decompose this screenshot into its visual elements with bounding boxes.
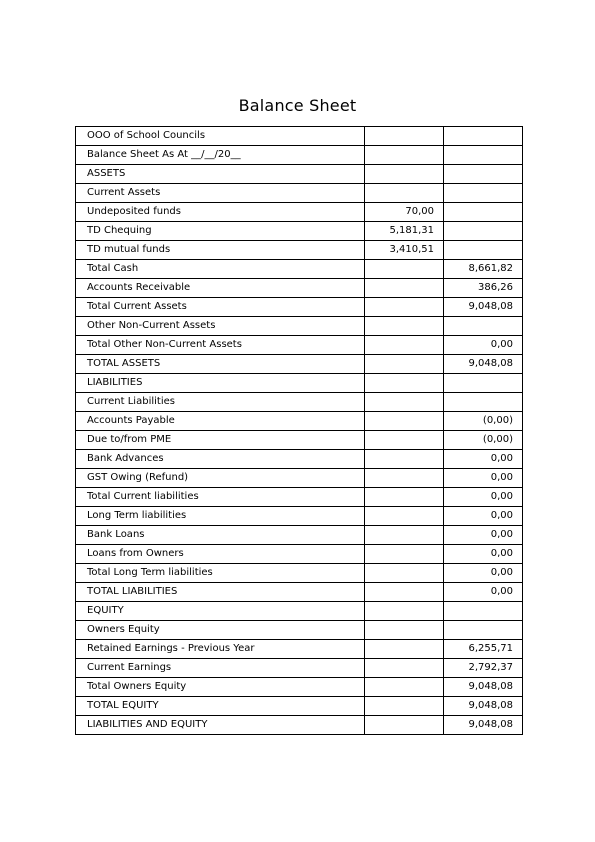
balance-sheet-table xyxy=(75,126,523,735)
table-row xyxy=(76,640,523,659)
row-label-cell: TOTAL ASSETS xyxy=(76,355,365,374)
total-cell: 0,00 xyxy=(444,545,523,564)
table-row xyxy=(76,621,523,640)
subtotal-cell xyxy=(365,298,444,317)
subtotal-cell xyxy=(365,374,444,393)
total-cell xyxy=(444,203,523,222)
row-label-cell: Current Assets xyxy=(76,184,365,203)
table-row xyxy=(76,564,523,583)
total-cell: 8,661,82 xyxy=(444,260,523,279)
total-cell xyxy=(444,165,523,184)
table-row xyxy=(76,317,523,336)
subtotal-cell xyxy=(365,659,444,678)
total-cell xyxy=(444,317,523,336)
row-label-cell: EQUITY xyxy=(76,602,365,621)
total-cell: 6,255,71 xyxy=(444,640,523,659)
total-cell xyxy=(444,222,523,241)
balance-sheet-body xyxy=(76,127,523,735)
total-cell: 9,048,08 xyxy=(444,298,523,317)
subtotal-cell xyxy=(365,355,444,374)
row-label-cell: TD mutual funds xyxy=(76,241,365,260)
subtotal-cell xyxy=(365,184,444,203)
total-cell xyxy=(444,241,523,260)
row-label-cell: Retained Earnings - Previous Year xyxy=(76,640,365,659)
total-cell xyxy=(444,621,523,640)
subtotal-cell xyxy=(365,317,444,336)
table-row xyxy=(76,659,523,678)
row-label-cell: ASSETS xyxy=(76,165,365,184)
table-row xyxy=(76,602,523,621)
table-row xyxy=(76,184,523,203)
subtotal-cell xyxy=(365,279,444,298)
total-cell: (0,00) xyxy=(444,412,523,431)
total-cell: 0,00 xyxy=(444,564,523,583)
table-row xyxy=(76,412,523,431)
subtotal-cell: 3,410,51 xyxy=(365,241,444,260)
row-label-cell: Loans from Owners xyxy=(76,545,365,564)
row-label-cell: Balance Sheet As At __/__/20__ xyxy=(76,146,365,165)
subtotal-cell xyxy=(365,127,444,146)
subtotal-cell xyxy=(365,678,444,697)
table-row xyxy=(76,716,523,735)
total-cell: 386,26 xyxy=(444,279,523,298)
table-row xyxy=(76,545,523,564)
subtotal-cell xyxy=(365,564,444,583)
total-cell: 0,00 xyxy=(444,583,523,602)
subtotal-cell xyxy=(365,431,444,450)
row-label-cell: Total Current liabilities xyxy=(76,488,365,507)
total-cell: 0,00 xyxy=(444,469,523,488)
table-row xyxy=(76,469,523,488)
subtotal-cell xyxy=(365,640,444,659)
subtotal-cell: 70,00 xyxy=(365,203,444,222)
table-row xyxy=(76,165,523,184)
subtotal-cell xyxy=(365,716,444,735)
total-cell: 0,00 xyxy=(444,450,523,469)
subtotal-cell xyxy=(365,450,444,469)
table-row xyxy=(76,279,523,298)
total-cell: (0,00) xyxy=(444,431,523,450)
subtotal-cell xyxy=(365,583,444,602)
total-cell: 9,048,08 xyxy=(444,716,523,735)
row-label-cell: LIABILITIES xyxy=(76,374,365,393)
table-row xyxy=(76,241,523,260)
row-label-cell: Total Current Assets xyxy=(76,298,365,317)
subtotal-cell xyxy=(365,469,444,488)
total-cell xyxy=(444,374,523,393)
row-label-cell: Accounts Payable xyxy=(76,412,365,431)
subtotal-cell xyxy=(365,697,444,716)
table-row xyxy=(76,355,523,374)
row-label-cell: Owners Equity xyxy=(76,621,365,640)
table-row xyxy=(76,298,523,317)
row-label-cell: Undeposited funds xyxy=(76,203,365,222)
total-cell: 0,00 xyxy=(444,336,523,355)
row-label-cell: TD Chequing xyxy=(76,222,365,241)
table-row xyxy=(76,431,523,450)
total-cell xyxy=(444,146,523,165)
table-row xyxy=(76,526,523,545)
total-cell: 0,00 xyxy=(444,488,523,507)
total-cell xyxy=(444,184,523,203)
total-cell xyxy=(444,602,523,621)
table-row xyxy=(76,203,523,222)
table-row xyxy=(76,393,523,412)
table-row xyxy=(76,222,523,241)
subtotal-cell xyxy=(365,165,444,184)
total-cell xyxy=(444,393,523,412)
row-label-cell: Total Owners Equity xyxy=(76,678,365,697)
table-row xyxy=(76,488,523,507)
total-cell: 9,048,08 xyxy=(444,355,523,374)
table-row xyxy=(76,127,523,146)
table-row xyxy=(76,450,523,469)
subtotal-cell xyxy=(365,412,444,431)
table-row xyxy=(76,260,523,279)
subtotal-cell xyxy=(365,526,444,545)
total-cell: 2,792,37 xyxy=(444,659,523,678)
subtotal-cell xyxy=(365,602,444,621)
row-label-cell: Current Earnings xyxy=(76,659,365,678)
total-cell xyxy=(444,127,523,146)
table-row xyxy=(76,336,523,355)
row-label-cell: OOO of School Councils xyxy=(76,127,365,146)
row-label-cell: Total Long Term liabilities xyxy=(76,564,365,583)
subtotal-cell xyxy=(365,507,444,526)
row-label-cell: TOTAL EQUITY xyxy=(76,697,365,716)
row-label-cell: Total Cash xyxy=(76,260,365,279)
row-label-cell: Total Other Non-Current Assets xyxy=(76,336,365,355)
row-label-cell: TOTAL LIABILITIES xyxy=(76,583,365,602)
table-row xyxy=(76,507,523,526)
page-title: Balance Sheet xyxy=(238,96,357,115)
subtotal-cell: 5,181,31 xyxy=(365,222,444,241)
row-label-cell: Current Liabilities xyxy=(76,393,365,412)
subtotal-cell xyxy=(365,545,444,564)
total-cell: 0,00 xyxy=(444,526,523,545)
row-label-cell: Bank Advances xyxy=(76,450,365,469)
subtotal-cell xyxy=(365,336,444,355)
row-label-cell: GST Owing (Refund) xyxy=(76,469,365,488)
row-label-cell: Due to/from PME xyxy=(76,431,365,450)
table-row xyxy=(76,697,523,716)
total-cell: 0,00 xyxy=(444,507,523,526)
row-label-cell: Bank Loans xyxy=(76,526,365,545)
subtotal-cell xyxy=(365,393,444,412)
total-cell: 9,048,08 xyxy=(444,678,523,697)
table-row xyxy=(76,374,523,393)
subtotal-cell xyxy=(365,488,444,507)
row-label-cell: Accounts Receivable xyxy=(76,279,365,298)
subtotal-cell xyxy=(365,260,444,279)
table-row xyxy=(76,678,523,697)
subtotal-cell xyxy=(365,146,444,165)
row-label-cell: Long Term liabilities xyxy=(76,507,365,526)
subtotal-cell xyxy=(365,621,444,640)
table-row xyxy=(76,146,523,165)
row-label-cell: Other Non-Current Assets xyxy=(76,317,365,336)
row-label-cell: LIABILITIES AND EQUITY xyxy=(76,716,365,735)
total-cell: 9,048,08 xyxy=(444,697,523,716)
table-row xyxy=(76,583,523,602)
